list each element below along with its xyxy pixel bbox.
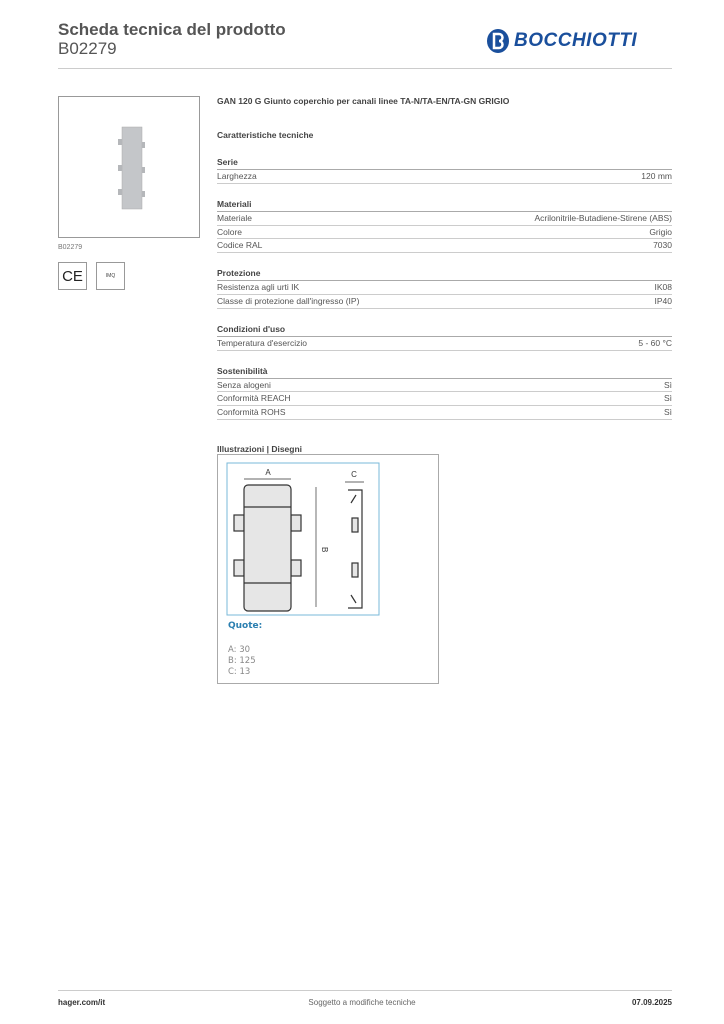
imq-mark-icon: IMQ [96, 262, 125, 290]
brand-logo-icon [486, 28, 510, 54]
spec-row [217, 226, 672, 240]
spec-label: Conformità REACH [217, 393, 291, 404]
spec-group-heading: Protezione [217, 267, 672, 281]
spec-row [217, 281, 672, 295]
spec-group-heading: Serie [217, 156, 672, 170]
footer-date: 07.09.2025 [631, 998, 672, 1007]
spec-group-heading: Materiali [217, 198, 672, 212]
divider [58, 68, 672, 69]
spec-label: Classe di protezione dall'ingresso (IP) [217, 295, 360, 306]
spec-group-heading: Sostenibilità [217, 365, 672, 379]
spec-row [217, 406, 672, 420]
footer-website: hager.com/it [58, 998, 106, 1007]
spec-value: 120 mm [641, 171, 672, 181]
spec-value: Acrilonitrile-Butadiene-Stirene (ABS) [534, 212, 672, 223]
spec-section [217, 96, 672, 456]
spec-row [217, 392, 672, 406]
spec-value: Sì [663, 407, 672, 418]
spec-label: Codice RAL [217, 240, 263, 251]
spec-label: Resistenza agli urti IK [217, 282, 300, 293]
footer-divider [58, 990, 672, 991]
footer-notice: Soggetto a modifiche tecniche [308, 998, 416, 1007]
dimension-label-a: A [265, 468, 271, 477]
quote-b: B: 125 [228, 656, 256, 666]
product-code: B02279 [58, 39, 117, 58]
quote-title: Quote: [228, 621, 263, 631]
spec-value: IK08 [654, 282, 672, 293]
brand-logo [486, 28, 637, 54]
spec-value: Sì [663, 393, 672, 404]
product-image [58, 96, 200, 238]
specs-title: Caratteristiche tecniche [217, 130, 314, 140]
dimension-label-c: C [351, 470, 357, 479]
spec-value: Sì [663, 379, 672, 390]
spec-row [217, 379, 672, 393]
image-caption: B02279 [58, 244, 83, 251]
quote-c: C: 13 [228, 667, 251, 677]
ce-mark-icon: CE [58, 262, 87, 290]
spec-value: Grigio [649, 226, 672, 237]
spec-row [217, 295, 672, 309]
dimension-label-b: B [320, 547, 329, 553]
spec-value: 5 - 60 °C [638, 337, 672, 348]
spec-row [217, 212, 672, 226]
spec-label: Temperatura d'esercizio [217, 337, 307, 348]
spec-label: Conformità ROHS [217, 407, 286, 418]
spec-row [217, 337, 672, 351]
spec-value: 7030 [653, 240, 672, 251]
page-title: Scheda tecnica del prodotto [58, 20, 286, 39]
spec-row [217, 239, 672, 253]
technical-drawing [217, 454, 439, 684]
quote-a: A: 30 [228, 645, 251, 655]
brand-name: BOCCHIOTTI [514, 30, 638, 51]
product-name: GAN 120 G Giunto coperchio per canali linee TA-N/TA-EN/TA-GN GRIGIO [217, 96, 510, 106]
spec-row [217, 170, 672, 184]
spec-label: Materiale [217, 212, 252, 223]
spec-value: IP40 [654, 295, 672, 306]
spec-label: Colore [217, 226, 243, 237]
drawings-title: Illustrazioni | Disegni [217, 443, 303, 454]
spec-label: Senza alogeni [217, 379, 271, 390]
spec-label: Larghezza [217, 171, 257, 181]
spec-group-heading: Condizioni d'uso [217, 323, 672, 337]
